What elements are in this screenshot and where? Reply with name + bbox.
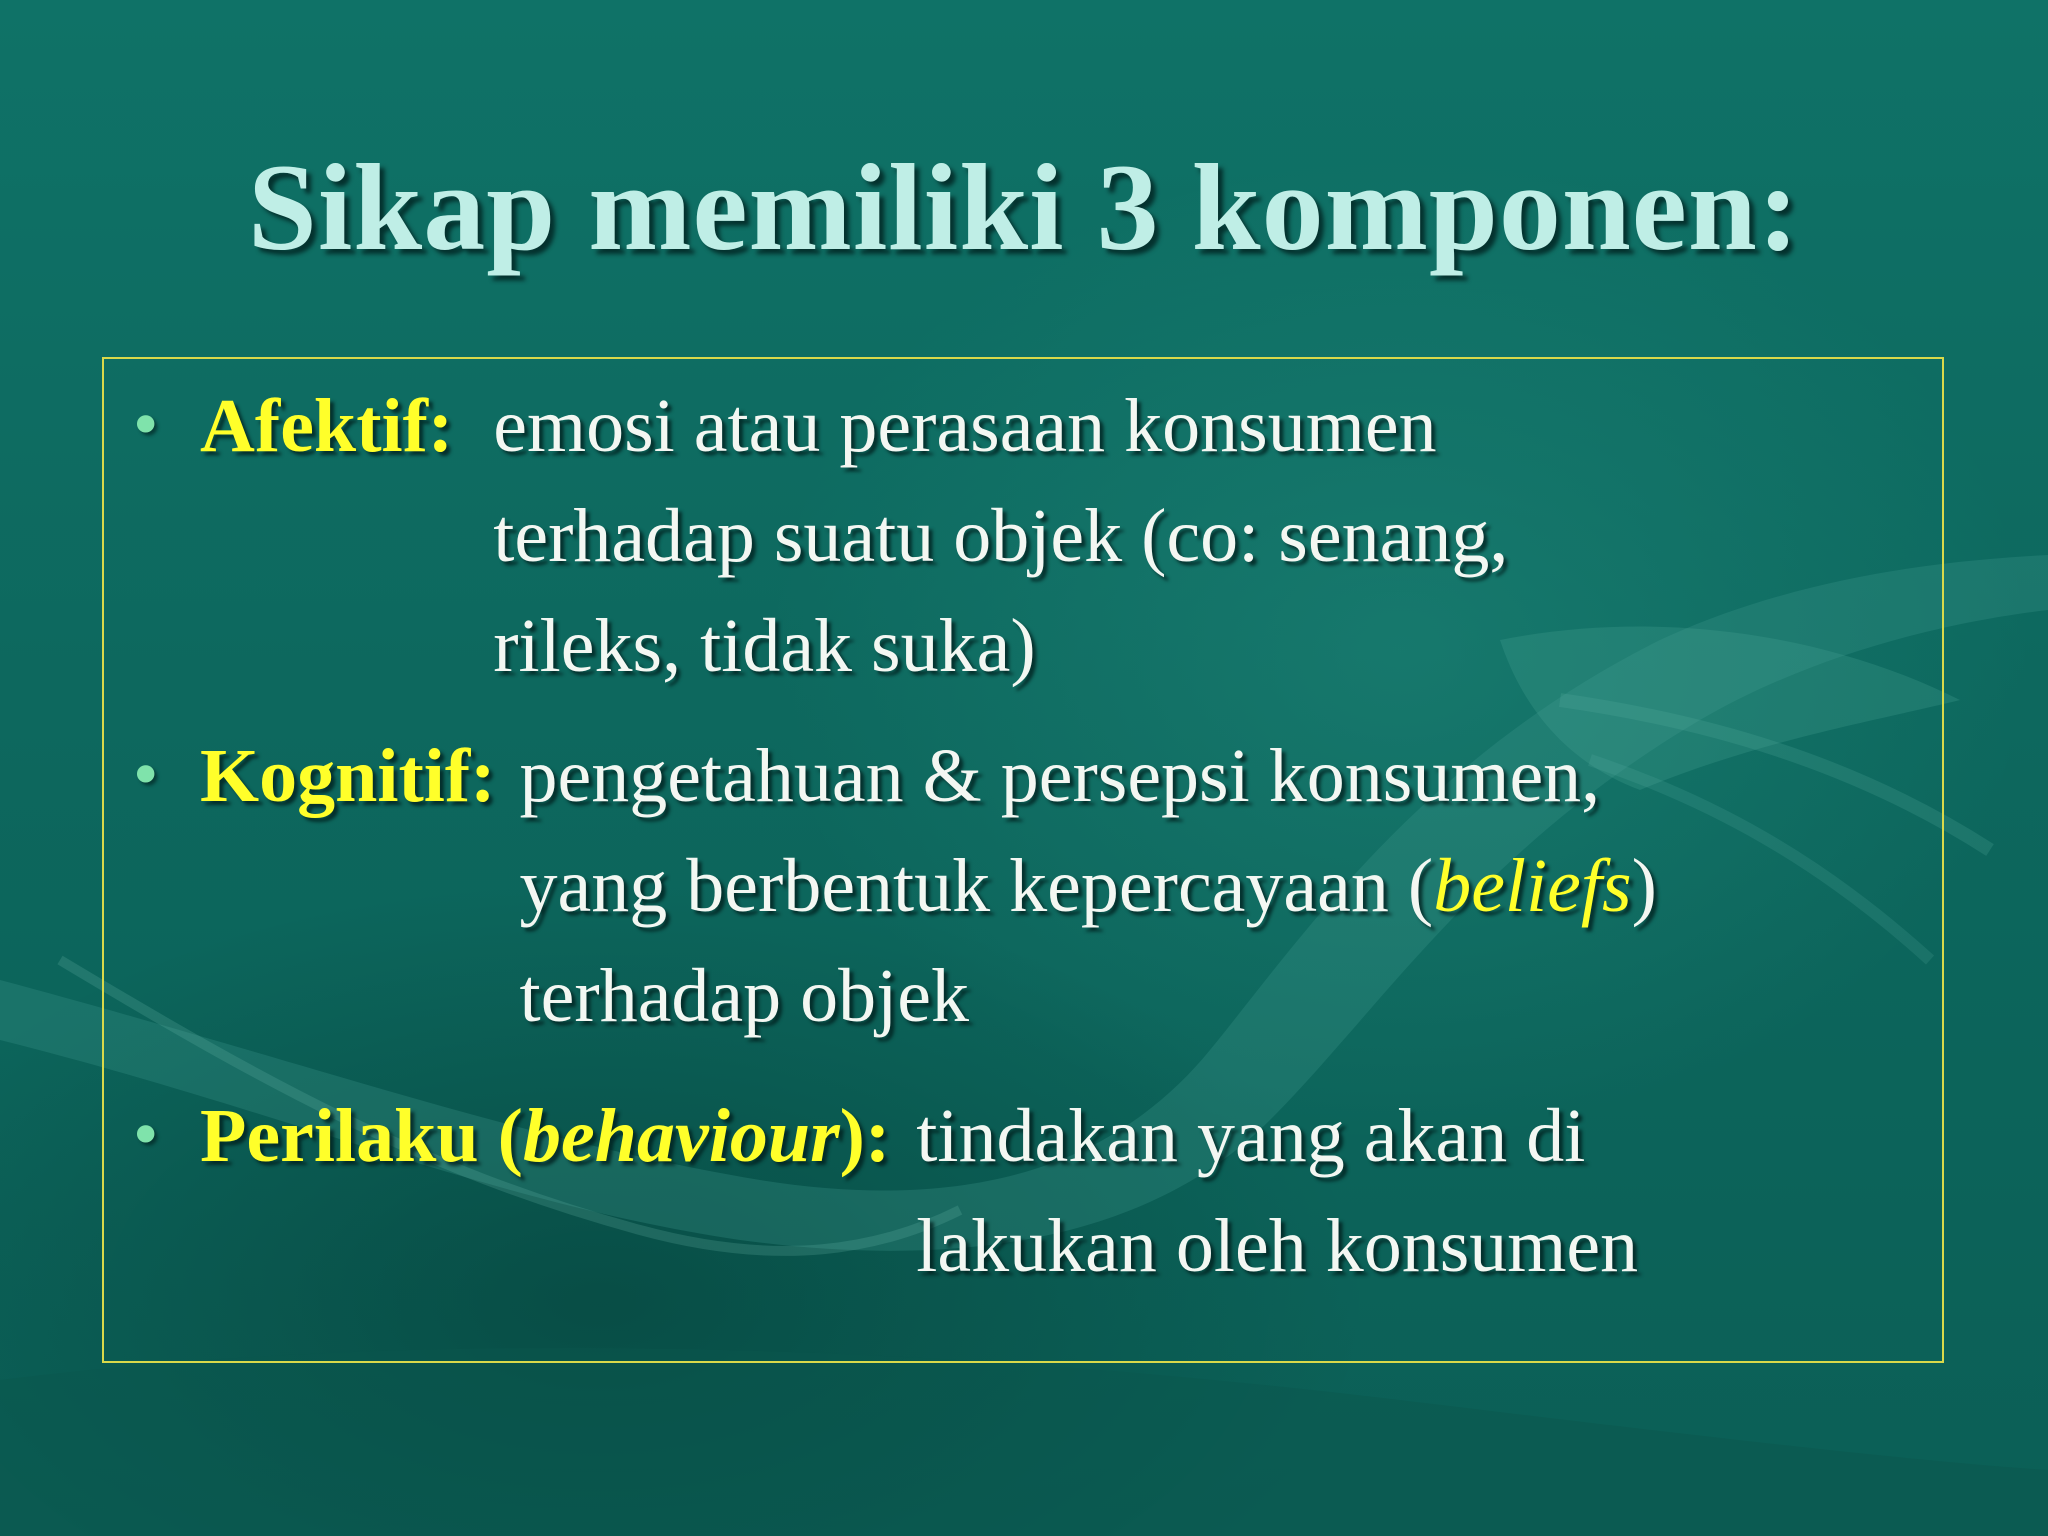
description-text: ) bbox=[1631, 844, 1657, 928]
bullet-perilaku bbox=[128, 1081, 1638, 1301]
description-line: pengetahuan & persepsi konsumen, bbox=[519, 734, 1601, 818]
bullet-term bbox=[200, 1081, 890, 1191]
description-text: yang berbentuk kepercayaan ( bbox=[519, 844, 1434, 928]
bullet-description bbox=[916, 1081, 1638, 1301]
bullet-term: Kognitif: bbox=[200, 734, 496, 818]
description-line: terhadap suatu objek (co: senang, bbox=[493, 494, 1509, 578]
term-text: Perilaku ( bbox=[200, 1094, 523, 1178]
bullet-dot-icon: • bbox=[128, 391, 164, 461]
bullet-afektif bbox=[128, 371, 1508, 701]
description-line: terhadap objek bbox=[519, 954, 970, 1038]
content-box bbox=[102, 357, 1944, 1363]
description-line: tindakan yang akan di bbox=[916, 1094, 1586, 1178]
description-line: lakukan oleh konsumen bbox=[916, 1204, 1639, 1288]
bullet-description bbox=[493, 371, 1508, 701]
bullet-kognitif bbox=[128, 721, 1657, 1051]
bullet-term: Afektif: bbox=[200, 384, 454, 468]
term-text: ): bbox=[839, 1094, 891, 1178]
bullet-dot-icon: • bbox=[128, 1101, 164, 1171]
description-line: emosi atau perasaan konsumen bbox=[493, 384, 1437, 468]
bullet-dot-icon: • bbox=[128, 741, 164, 811]
slide-title: Sikap memiliki 3 komponen: bbox=[247, 139, 1801, 276]
description-line bbox=[520, 831, 1657, 941]
term-italic: behaviour bbox=[522, 1094, 840, 1178]
bullet-description bbox=[520, 721, 1657, 1051]
beliefs-highlight: beliefs bbox=[1433, 844, 1632, 928]
description-line: rileks, tidak suka) bbox=[493, 604, 1036, 688]
